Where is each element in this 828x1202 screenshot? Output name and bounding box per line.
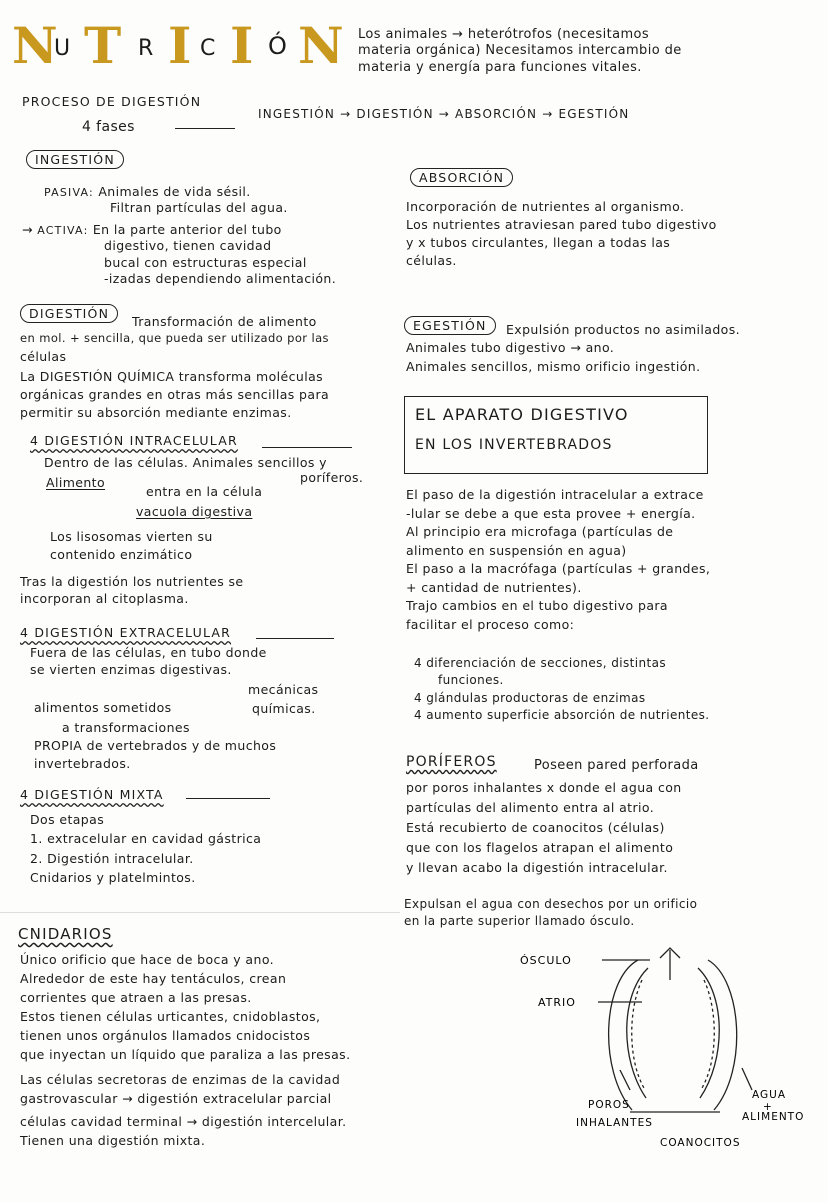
poriferos-text-2: Expulsan el agua con desechos por un orificio en la parte superior llamado ósculo. [404, 897, 698, 929]
poros-label-0: POROS [588, 1099, 630, 1111]
digestion-def-2: células [20, 349, 67, 364]
absorcion-text: Incorporación de nutrientes al organismo. Los nutrientes atraviesan pared tubo digestivo y x tubos circulantes, llegan a todas las células. [406, 199, 717, 269]
absorcion-title: ABSORCIÓN [410, 168, 513, 187]
extracelular-title: 4 DIGESTIÓN EXTRACELULAR [20, 625, 232, 640]
title-letter: I [168, 16, 192, 75]
egestion-line-1: Animales tubo digestivo → ano. [406, 340, 615, 355]
poriferos-text: por poros inhalantes x donde el agua con partículas del alimento entra al atrio. Está recubierto de coanocitos (células) que con los flagelos atrapan el alimento y llevan acabo la digestión intracelular. [406, 780, 682, 875]
title-letter: I [230, 16, 254, 75]
sponge-outer-wall [609, 960, 737, 1110]
alimento-label: Alimento [46, 475, 106, 490]
poriferos-title: PORÍFEROS [406, 754, 497, 770]
poros-arrow [620, 1070, 630, 1090]
intracelular-after: Tras la digestión los nutrientes se incorporan al citoplasma. [20, 574, 244, 606]
aparato-bullets: 4 diferenciación de secciones, distintas funciones. 4 glándulas productoras de enzimas 4 aumento superficie absorción de nutrientes. [414, 656, 710, 723]
agua-label-0: AGUA [752, 1089, 787, 1101]
poriferos-line-0: Poseen pared perforada [534, 758, 699, 773]
title-letter: Ó [268, 32, 287, 60]
water-out-arrow [660, 948, 680, 980]
mixta-lines: Dos etapas 1. extracelular en cavidad gástrica 2. Digestión intracelular. Cnidarios y platelmintos. [30, 812, 262, 886]
atrio-label: ATRIO [538, 996, 576, 1009]
agua-label-1: + [763, 1101, 772, 1113]
egestion-title: EGESTIÓN [404, 316, 496, 335]
mecanicas-label: mecánicas [248, 682, 319, 697]
agua-arrow [742, 1068, 752, 1090]
aparato-title-box [404, 396, 708, 474]
title-letter: R [138, 36, 154, 61]
digestion-def-0: Transformación de alimento [132, 314, 317, 329]
extracelular-lines: Fuera de las células, en tubo donde se vierten enzimas digestivas. [30, 645, 267, 677]
alimentos-sometidos: alimentos sometidos [34, 700, 172, 715]
digestion-title: DIGESTIÓN [20, 304, 118, 323]
coanocitos-label: COANOCITOS [660, 1137, 741, 1149]
lisosomas-text: Los lisosomas vierten su contenido enzimático [50, 529, 213, 563]
intracelular-line-0: Dentro de las células. Animales sencillos y [44, 455, 327, 470]
cnidarios-text: Único orificio que hace de boca y ano. Alrededor de este hay tentáculos, crean corrientes que atraen a las presas. Estos tienen células urticantes, cnidoblastos, tienen unos orgánulos llamados cnidocistos que inyectan un líquido que paraliza a las presas. Las células secretoras de enzimas de la cavidad gastrovascular → digestión extracelular parcial células cavidad terminal → digestión intercelular. Tienen una digestión mixta. [20, 952, 351, 1148]
vacuola-label: vacuola digestiva [136, 504, 253, 519]
intracelular-title: 4 DIGESTIÓN INTRACELULAR [30, 433, 238, 448]
ingestion-activa: → ACTIVA: En la parte anterior del tubo digestivo, tienen cavidad bucal con estructuras especial -izadas dependiendo alimentación. [22, 222, 337, 286]
entra-label: entra en la célula [146, 484, 263, 499]
sponge-coanocitos [632, 980, 715, 1088]
cnidarios-title: CNIDARIOS [18, 925, 113, 943]
divider [256, 638, 334, 639]
intracelular-line-1: poríferos. [300, 470, 364, 485]
egestion-line-0: Expulsión productos no asimilados. [506, 322, 741, 337]
page-title [10, 10, 350, 80]
aparato-text: El paso de la digestión intracelular a extrace -lular se debe a que esta provee + energía. Al principio era microfaga (partículas de alimento en suspensión en agua) El paso a la macrófaga (partículas + grandes, + cantidad de nutrientes). Trajo cambios en el tubo digestivo para facilitar el proceso como: [406, 487, 711, 632]
process-phases: 4 fases [82, 119, 135, 135]
aparato-title-2: EN LOS INVERTEBRADOS [415, 437, 613, 453]
digestion-def-1: en mol. + sencilla, que pueda ser utilizado por las [20, 331, 329, 345]
divider [262, 447, 352, 448]
title-letter: N [12, 16, 58, 75]
agua-label-2: ALIMENTO [742, 1111, 805, 1123]
ingestion-title: INGESTIÓN [26, 150, 124, 169]
osculo-label: ÓSCULO [520, 954, 572, 967]
process-arrow-line [175, 128, 235, 129]
sponge-inner-wall [627, 968, 720, 1098]
intro-text: Los animales → heterótrofos (necesitamos materia orgánica) Necesitamos intercambio de materia y energía para funciones vitales. [358, 27, 682, 75]
porifero-diagram [520, 940, 810, 1155]
cnidarios-divider [0, 912, 400, 913]
title-letter: U [54, 36, 71, 61]
divider [186, 798, 270, 799]
process-sequence: INGESTIÓN → DIGESTIÓN → ABSORCIÓN → EGESTIÓN [258, 107, 630, 121]
aparato-title-1: EL APARATO DIGESTIVO [415, 405, 629, 424]
extracelular-propia: PROPIA de vertebrados y de muchos invertebrados. [34, 738, 277, 772]
ingestion-pasiva: PASIVA: Animales de vida sésil. Filtran partículas del agua. [44, 184, 288, 215]
title-letter: T [84, 16, 122, 75]
egestion-line-2: Animales sencillos, mismo orificio ingestión. [406, 359, 701, 374]
quimicas-label: químicas. [252, 701, 316, 716]
mixta-title: 4 DIGESTIÓN MIXTA [20, 787, 164, 802]
process-label: PROCESO DE DIGESTIÓN [22, 94, 202, 109]
title-letter: C [200, 36, 216, 61]
digestion-quimica: La DIGESTIÓN QUÍMICA transforma moléculas orgánicas grandes en otras más sencillas para permitir su absorción mediante enzimas. [20, 369, 330, 421]
poros-label-1: INHALANTES [576, 1117, 653, 1129]
a-transformaciones: a transformaciones [62, 720, 190, 735]
title-letter: N [298, 16, 344, 75]
